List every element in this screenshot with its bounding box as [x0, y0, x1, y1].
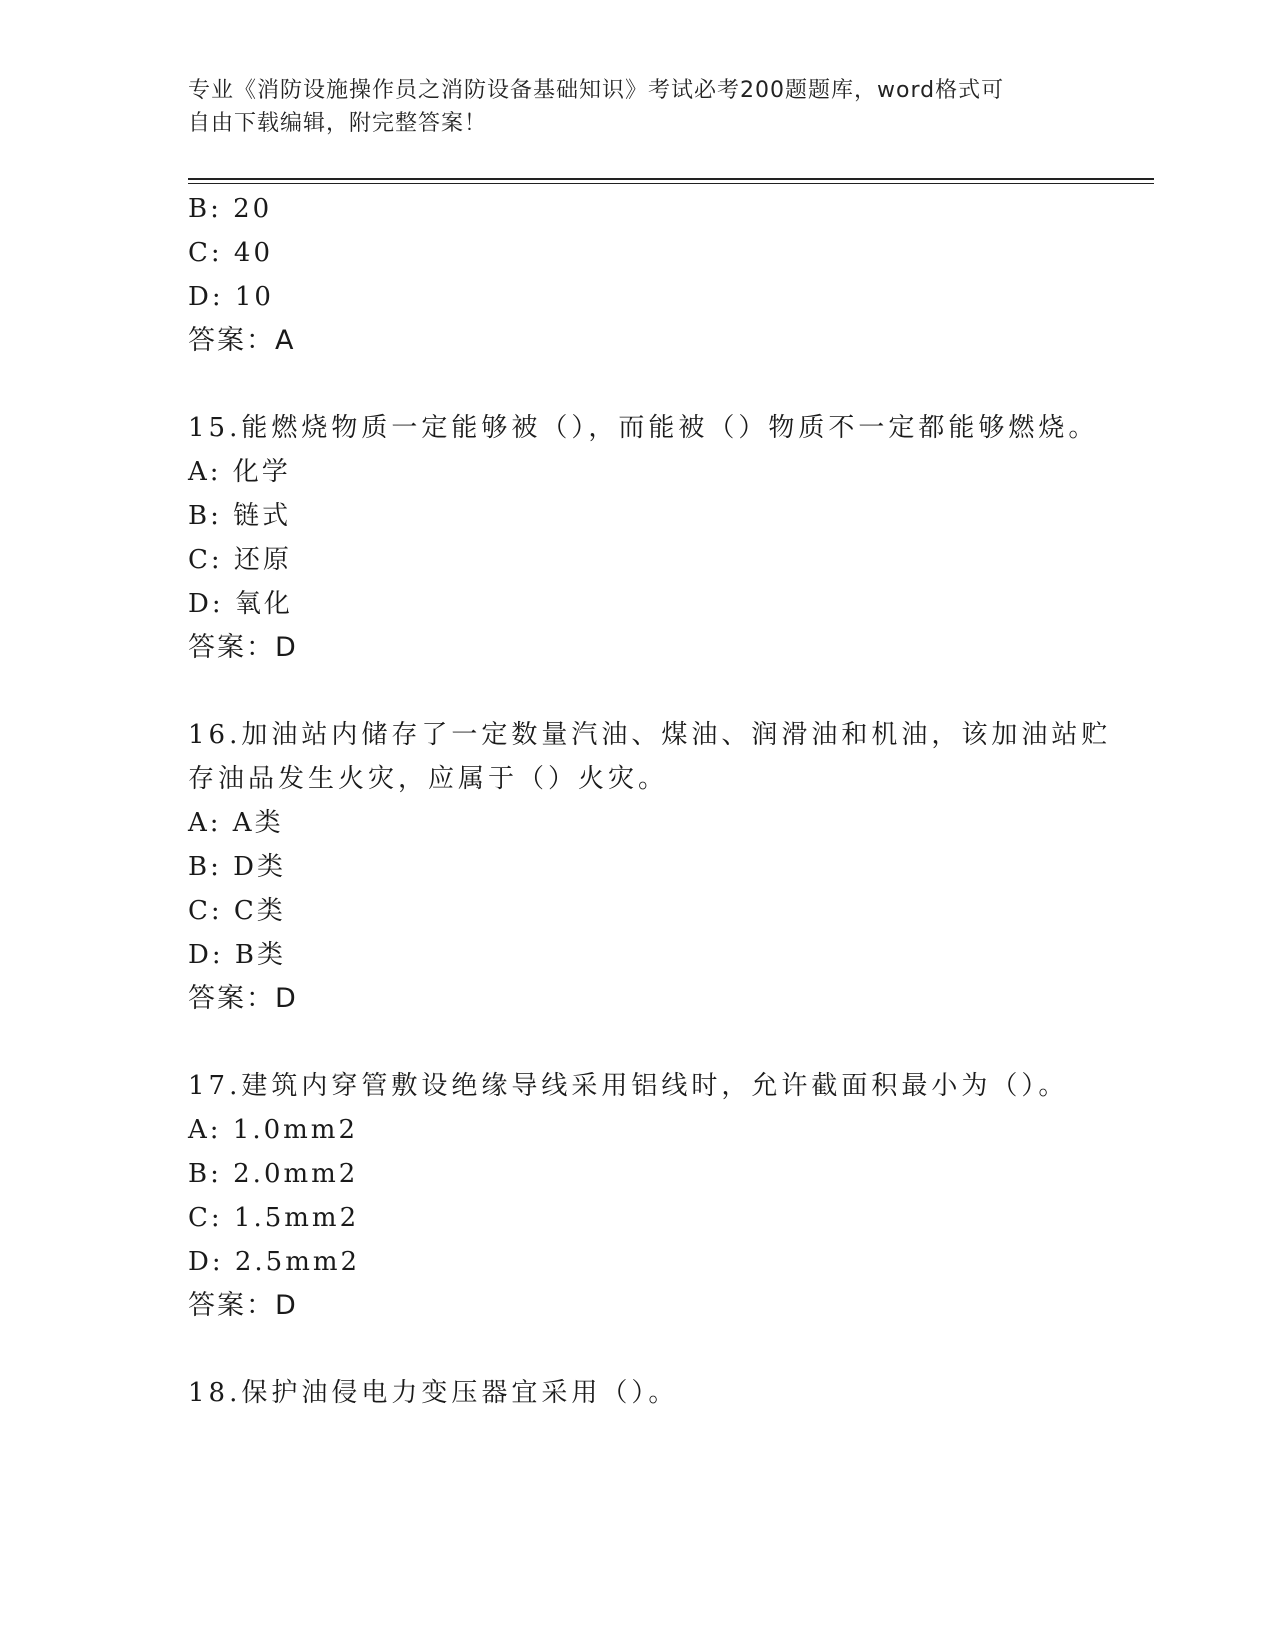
header-divider-thick — [188, 178, 1154, 180]
q17-option-a: A: 1.0mm2 — [188, 1115, 358, 1145]
header-title-line-1: 专业《消防设施操作员之消防设备基础知识》考试必考200题题库，word格式可 — [188, 78, 1005, 103]
q18-question: 18.保护油侵电力变压器宜采用（）。 — [188, 1378, 679, 1408]
q14-option-d: D: 10 — [188, 282, 274, 312]
q17-question: 17.建筑内穿管敷设绝缘导线采用铝线时，允许截面积最小为（）。 — [188, 1071, 1069, 1101]
header-title-line-2: 自由下载编辑，附完整答案！ — [188, 111, 488, 136]
q15-option-c: C: 还原 — [188, 545, 292, 575]
q17-answer: 答案：D — [188, 1290, 298, 1321]
q16-option-b: B: D类 — [188, 852, 286, 882]
q15-option-d: D: 氧化 — [188, 589, 293, 619]
q16-question-line-2: 存油品发生火灾，应属于（）火灾。 — [188, 764, 669, 794]
q16-answer: 答案：D — [188, 983, 298, 1014]
q14-answer: 答案：A — [188, 325, 296, 356]
q15-option-a: A: 化学 — [188, 457, 291, 487]
q16-option-d: D: B类 — [188, 940, 286, 970]
header-divider-thin — [188, 183, 1154, 184]
q16-question-line-1: 16.加油站内储存了一定数量汽油、煤油、润滑油和机油，该加油站贮 — [188, 720, 1112, 750]
q16-option-c: C: C类 — [188, 896, 286, 926]
q15-option-b: B: 链式 — [188, 501, 292, 531]
q15-question: 15.能燃烧物质一定能够被（），而能被（）物质不一定都能够燃烧。 — [188, 413, 1099, 443]
q17-option-c: C: 1.5mm2 — [188, 1203, 360, 1233]
document-header — [188, 74, 1088, 140]
q15-answer: 答案：D — [188, 632, 298, 663]
q17-option-b: B: 2.0mm2 — [188, 1159, 359, 1189]
q17-option-d: D: 2.5mm2 — [188, 1247, 361, 1277]
q14-option-c: C: 40 — [188, 238, 274, 268]
q14-option-b: B: 20 — [188, 194, 273, 224]
q16-option-a: A: A类 — [188, 808, 284, 838]
